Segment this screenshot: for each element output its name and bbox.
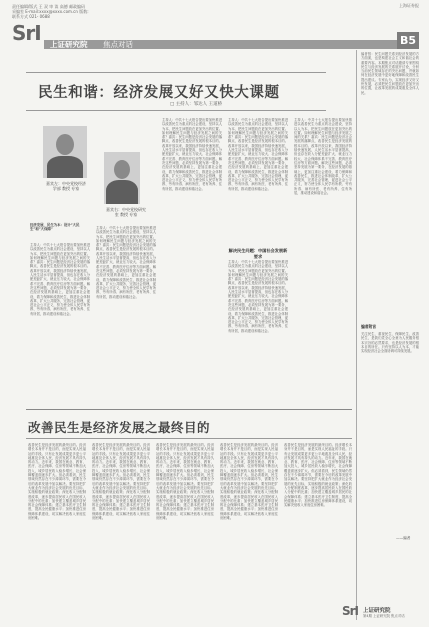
masthead — [10, 19, 419, 49]
lower-column-3: 改善民生是经济发展的最终目的。经济增长本身并不是目的，而是实现人民福祉的手段。只有让发展成果更多更公平地惠及全体人民，经济发展才具有持久的动力。近年来，我国在就业、教育、医疗、社会保障、住房等领域不断加大投入，城乡居民收入稳步增长，社会保障覆盖面逐步扩大。但必须看到，民生领域仍然存在不少薄弱环节，需要在今后的改革发展中加以解决。要坚持把扩大就业作为经济社会发展的优先目标，实施积极的就业政策；深化收入分配制度改革，逐步提高居民收入在国民收入分配中的比重；加快建立覆盖城乡居民的社会保障体系；建立基本医疗卫生制度，提高全民健康水平；加快推进住房保障体系建设，切实解决低收入家庭住房困难。 — [156, 443, 214, 521]
lower-column-1: 改善民生是经济发展的最终目的。经济增长本身并不是目的，而是实现人民福祉的手段。只有让发展成果更多更公平地惠及全体人民，经济发展才具有持久的动力。近年来，我国在就业、教育、医疗、社会保障、住房等领域不断加大投入，城乡居民收入稳步增长，社会保障覆盖面逐步扩大。但必须看到，民生领域仍然存在不少薄弱环节，需要在今后的改革发展中加以解决。要坚持把扩大就业作为经济社会发展的优先目标，实施积极的就业政策；深化收入分配制度改革，逐步提高居民收入在国民收入分配中的比重；加快建立覆盖城乡居民的社会保障体系；建立基本医疗卫生制度，提高全民健康水平；加快推进住房保障体系建设，切实解决低收入家庭住房困难。 — [28, 443, 86, 521]
article-column-3: 主持人：中共十七大报告提出要加快推进以改善民生为重点的社会建设，坚持以人为本，把民生问题放在更加突出的位置。如何理解民生问题与经济发展之间的关系？嘉宾：民生问题是经济社会发展的落脚点，改善民生是经济发展的根本目的。改革开放以来，我国经济持续快速发展，人民生活水平显著提高，但也存在收入分配差距扩大、就业压力较大、社会保障体系不完善、教育医疗住房等方面问题。解决这些问题，必须坚持发展为第一要务，在经济发展的基础上，更加注重社会建设，着力保障和改善民生，推进社会体制改革，扩大公共服务，完善社会管理，促进社会公平正义，努力使全体人民学有所教、劳有所得、病有所医、老有所养、住有所居，推动建设和谐社会。 — [162, 118, 222, 191]
footer-title: 上证研究院 — [363, 608, 391, 614]
intro-question: 经济发展，民生为本：设计“大民生”和“大保障” — [30, 223, 80, 232]
sidebar-signature: ——编者 — [396, 536, 411, 540]
article-column-5: 主持人：中共十七大报告提出要加快推进以改善民生为重点的社会建设，坚持以人为本，把民生问题放在更加突出的位置。如何理解民生问题与经济发展之间的关系？嘉宾：民生问题是经济社会发展的落脚点，改善民生是经济发展的根本目的。改革开放以来，我国经济持续快速发展，人民生活水平显著提高，但也存在收入分配差距扩大、就业压力较大、社会保障体系不完善、教育医疗住房等方面问题。解决这些问题，必须坚持发展为第一要务，在经济发展的基础上，更加注重社会建设，着力保障和改善民生，推进社会体制改革，扩大公共服务，完善社会管理，促进社会公平正义，努力使全体人民学有所教、劳有所得、病有所医、老有所养、住有所居，推动建设和谐社会。 — [294, 118, 352, 196]
article-column-4: 主持人：中共十七大报告提出要加快推进以改善民生为重点的社会建设，坚持以人为本，把民生问题放在更加突出的位置。如何理解民生问题与经济发展之间的关系？嘉宾：民生问题是经济社会发展的落脚点，改善民生是经济发展的根本目的。改革开放以来，我国经济持续快速发展，人民生活水平显著提高，但也存在收入分配差距扩大、就业压力较大、社会保障体系不完善、教育医疗住房等方面问题。解决这些问题，必须坚持发展为第一要务，在经济发展的基础上，更加注重社会建设，着力保障和改善民生，推进社会体制改革，扩大公共服务，完善社会管理，促进社会公平正义，努力使全体人民学有所教、劳有所得、病有所医、老有所养、住有所居，推动建设和谐社会。 — [228, 118, 288, 191]
headline-top-rule — [26, 72, 326, 73]
photo-caption-left: 嘉宾左：中央党校经济 学部 教授 专家 — [46, 181, 86, 191]
article-column-1: 主持人：中共十七大报告提出要加快推进以改善民生为重点的社会建设，坚持以人为本，把民生问题放在更加突出的位置。如何理解民生问题与经济发展之间的关系？嘉宾：民生问题是经济社会发展的落脚点，改善民生是经济发展的根本目的。改革开放以来，我国经济持续快速发展，人民生活水平显著提高，但也存在收入分配差距扩大、就业压力较大、社会保障体系不完善、教育医疗住房等方面问题。解决这些问题，必须坚持发展为第一要务，在经济发展的基础上，更加注重社会建设，着力保障和改善民生，推进社会体制改革，扩大公共服务，完善社会管理，促进社会公平正义，努力使全体人民学有所教、劳有所得、病有所医、老有所养、住有所居，推动建设和谐社会。 — [30, 243, 90, 316]
footer-subtitle: 第4期 上证研究院 焦点对话 — [363, 614, 405, 618]
sidebar-section-title: 编者附言 — [361, 324, 377, 329]
lower-headline-rule — [26, 438, 352, 439]
guest-photo-right — [104, 152, 140, 204]
masthead-bar — [44, 40, 419, 49]
headline-bottom-rule — [26, 110, 326, 111]
section-divider — [26, 409, 352, 410]
header-meta-line: 责任编辑/版式 王 双 审 读 高德 邮政编码 — [12, 4, 85, 9]
sidebar-divider — [356, 50, 357, 620]
header-paper-name: 上海证券报 — [399, 3, 419, 8]
article-column-2: 主持人：中共十七大报告提出要加快推进以改善民生为重点的社会建设，坚持以人为本，把民生问题放在更加突出的位置。如何理解民生问题与经济发展之间的关系？嘉宾：民生问题是经济社会发展的落脚点，改善民生是经济发展的根本目的。改革开放以来，我国经济持续快速发展，人民生活水平显著提高，但也存在收入分配差距扩大、就业压力较大、社会保障体系不完善、教育医疗住房等方面问题。解决这些问题，必须坚持发展为第一要务，在经济发展的基础上，更加注重社会建设，着力保障和改善民生，推进社会体制改革，扩大公共服务，完善社会管理，促进社会公平正义，努力使全体人民学有所教、劳有所得、病有所医、老有所养、住有所居，推动建设和谐社会。 — [96, 226, 156, 299]
header-meta-line: 采编室 E-mail:xxxx@xxxx.com.cn 版数: — [12, 9, 89, 14]
photo-caption-right: 嘉宾右：中央党校研究 室 教授 专家 — [106, 207, 146, 217]
masthead-logo: SrI — [12, 21, 41, 45]
lower-column-4: 改善民生是经济发展的最终目的。经济增长本身并不是目的，而是实现人民福祉的手段。只有让发展成果更多更公平地惠及全体人民，经济发展才具有持久的动力。近年来，我国在就业、教育、医疗、社会保障、住房等领域不断加大投入，城乡居民收入稳步增长，社会保障覆盖面逐步扩大。但必须看到，民生领域仍然存在不少薄弱环节，需要在今后的改革发展中加以解决。要坚持把扩大就业作为经济社会发展的优先目标，实施积极的就业政策；深化收入分配制度改革，逐步提高居民收入在国民收入分配中的比重；加快建立覆盖城乡居民的社会保障体系；建立基本医疗卫生制度，提高全民健康水平；加快推进住房保障体系建设，切实解决低收入家庭住房困难。 — [220, 443, 278, 521]
header-meta — [12, 4, 89, 19]
byline: □ 主持人：邹达人 王道桥 — [170, 102, 223, 107]
section-subtitle: 焦点对话 — [103, 40, 133, 49]
guest-photo-left — [43, 126, 87, 178]
lower-headline: 改善民生是经济发展之最终目的 — [28, 420, 211, 435]
header-meta-line: 联系方式 021- 0688 — [12, 14, 50, 19]
sidebar-text: 编者按：民生问题关系到经济发展的方方面面，也是构建社会主义和谐社会的重要内容。本期焦点对话邀请专家围绕民生与经济发展的关系展开讨论，分析当前民生领域存在的突出问题，并就如何在经济发展中更好地保障和改善民生提出建议。专家认为，实现经济又好又快发展，必须把民生问题放在更加突出的位置，让改革发展的成果惠及全体人民。 — [361, 52, 419, 95]
page-number: B5 — [397, 32, 419, 49]
article-subhead: 解决民生问题：中国社会发展新要求 — [228, 248, 288, 259]
sidebar-section-text: 关注民生、重视民生、保障民生、改善民生，是我们党全心全意为人民服务根本宗旨的必然要求，也是经济发展的根本目的所在。只有坚持以人为本，才能实现经济社会全面协调可持续发展。 — [361, 332, 419, 354]
section-title: 上证研究院 — [50, 40, 88, 49]
article-column-4b: 主持人：中共十七大报告提出要加快推进以改善民生为重点的社会建设，坚持以人为本，把民生问题放在更加突出的位置。如何理解民生问题与经济发展之间的关系？嘉宾：民生问题是经济社会发展的落脚点，改善民生是经济发展的根本目的。改革开放以来，我国经济持续快速发展，人民生活水平显著提高，但也存在收入分配差距扩大、就业压力较大、社会保障体系不完善、教育医疗住房等方面问题。解决这些问题，必须坚持发展为第一要务，在经济发展的基础上，更加注重社会建设，着力保障和改善民生，推进社会体制改革，扩大公共服务，完善社会管理，促进社会公平正义，努力使全体人民学有所教、劳有所得、病有所医、老有所养、住有所居，推动建设和谐社会。 — [228, 260, 288, 333]
lower-column-2: 改善民生是经济发展的最终目的。经济增长本身并不是目的，而是实现人民福祉的手段。只有让发展成果更多更公平地惠及全体人民，经济发展才具有持久的动力。近年来，我国在就业、教育、医疗、社会保障、住房等领域不断加大投入，城乡居民收入稳步增长，社会保障覆盖面逐步扩大。但必须看到，民生领域仍然存在不少薄弱环节，需要在今后的改革发展中加以解决。要坚持把扩大就业作为经济社会发展的优先目标，实施积极的就业政策；深化收入分配制度改革，逐步提高居民收入在国民收入分配中的比重；加快建立覆盖城乡居民的社会保障体系；建立基本医疗卫生制度，提高全民健康水平；加快推进住房保障体系建设，切实解决低收入家庭住房困难。 — [92, 443, 150, 521]
main-headline: 民生和谐：经济发展又好又快大课题 — [38, 85, 280, 101]
lower-column-5: 改善民生是经济发展的最终目的。经济增长本身并不是目的，而是实现人民福祉的手段。只有让发展成果更多更公平地惠及全体人民，经济发展才具有持久的动力。近年来，我国在就业、教育、医疗、社会保障、住房等领域不断加大投入，城乡居民收入稳步增长，社会保障覆盖面逐步扩大。但必须看到，民生领域仍然存在不少薄弱环节，需要在今后的改革发展中加以解决。要坚持把扩大就业作为经济社会发展的优先目标，实施积极的就业政策；深化收入分配制度改革，逐步提高居民收入在国民收入分配中的比重；加快建立覆盖城乡居民的社会保障体系；建立基本医疗卫生制度，提高全民健康水平；加快推进住房保障体系建设，切实解决低收入家庭住房困难。 — [284, 443, 352, 508]
footer-logo: SrI — [342, 604, 359, 618]
